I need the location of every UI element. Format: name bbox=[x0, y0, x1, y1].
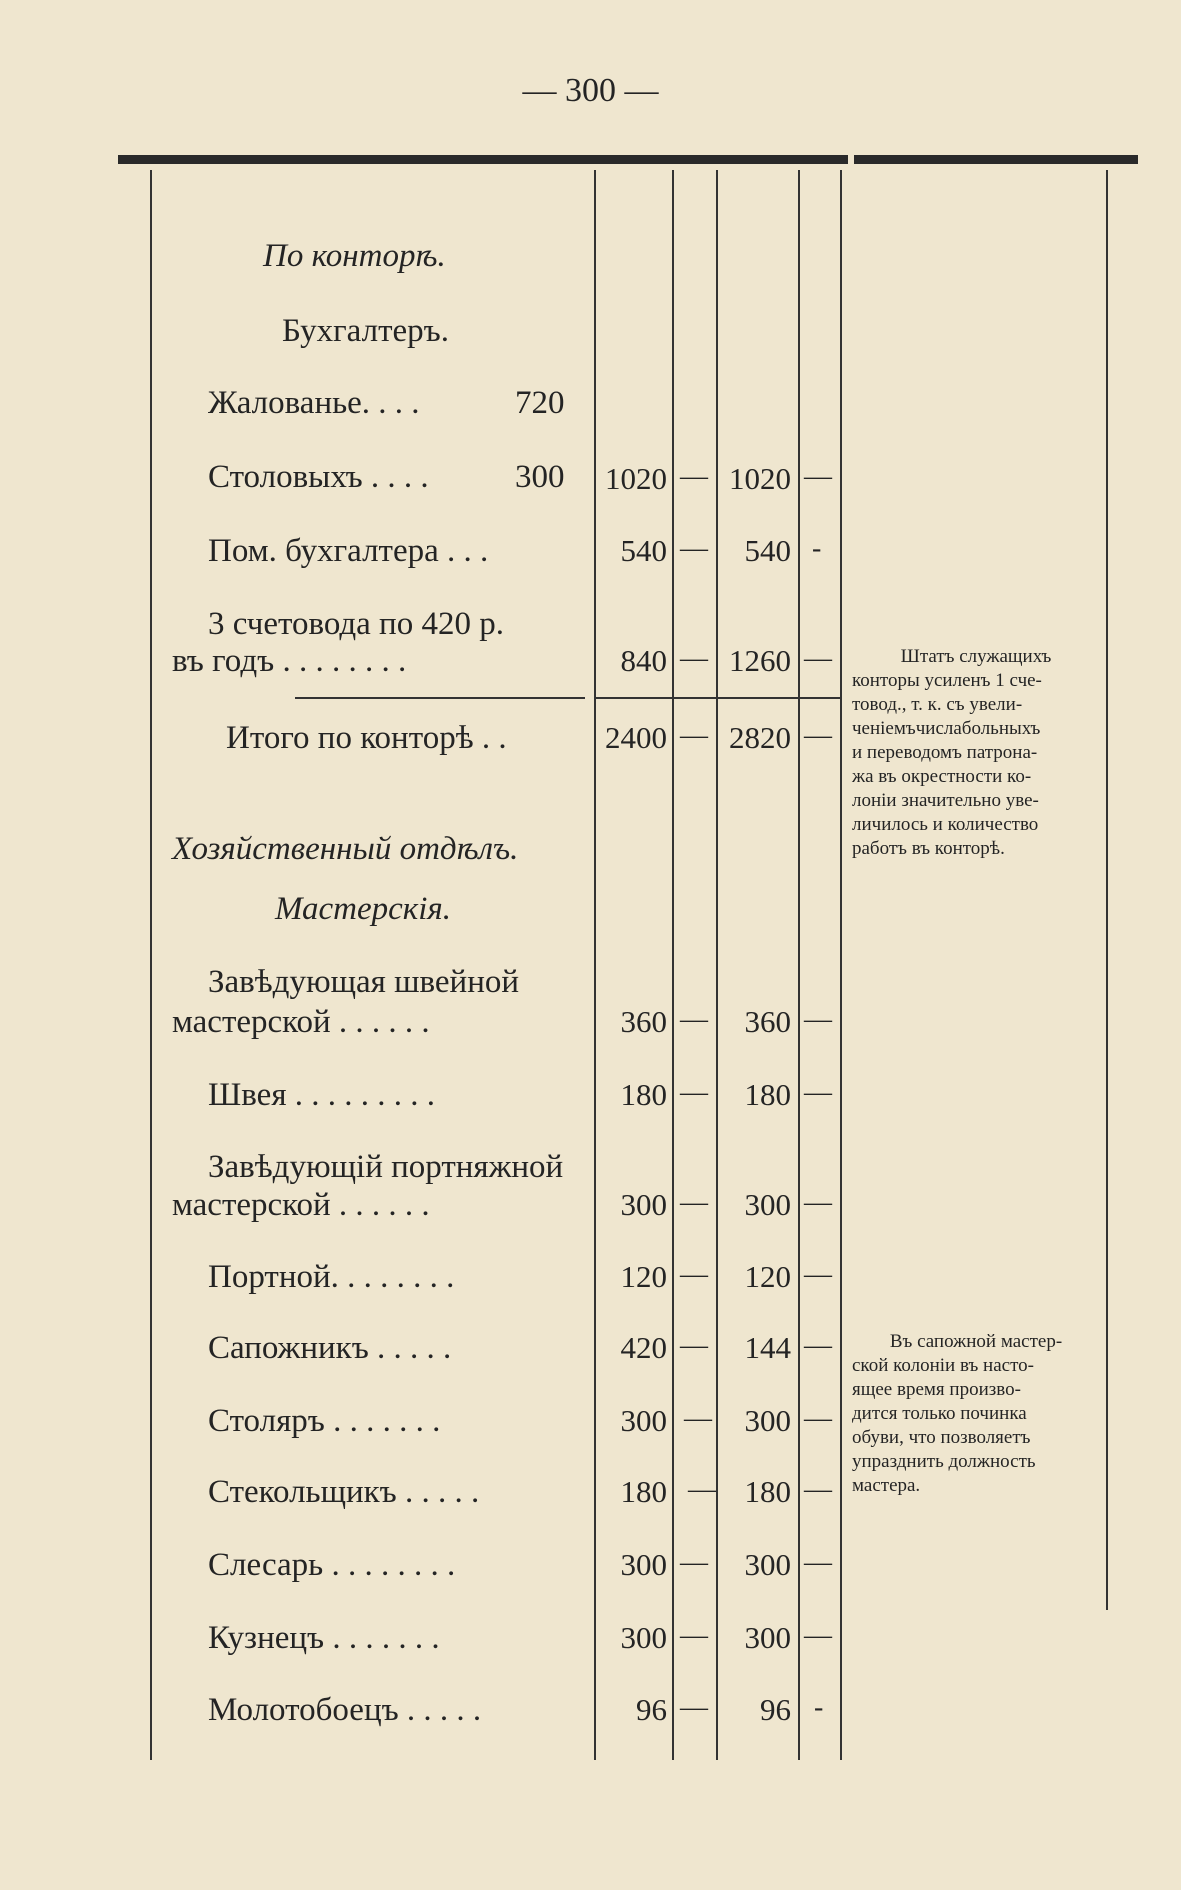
dash-col2: — bbox=[804, 720, 832, 751]
column-line bbox=[594, 170, 596, 1760]
note-line: работъ въ конторѣ. bbox=[852, 838, 1005, 859]
note-line: ящее время произво- bbox=[852, 1379, 1021, 1400]
dash-col1: — bbox=[680, 643, 708, 674]
row-label: Стекольщикъ . . . . . bbox=[208, 1474, 480, 1510]
dash-col2: — bbox=[804, 1077, 832, 1108]
value-col1: 300 bbox=[620, 1187, 667, 1222]
subsection-heading: Бухгалтеръ. bbox=[282, 313, 449, 349]
value-col2: 1260 bbox=[729, 643, 791, 678]
value-col1: 120 bbox=[620, 1259, 667, 1294]
value-col2: 2820 bbox=[729, 720, 791, 755]
dash-col2: — bbox=[804, 1547, 832, 1578]
dash-col1: — bbox=[680, 720, 708, 751]
row-label: 3 счетовода по 420 р. bbox=[208, 606, 504, 642]
value-col2: 300 bbox=[744, 1187, 791, 1222]
dash-col1: — bbox=[680, 1004, 708, 1035]
dash-col1: — bbox=[680, 1547, 708, 1578]
value-col2: 1020 bbox=[729, 461, 791, 496]
row-label: Жалованье. . . . bbox=[208, 385, 420, 421]
row-label: мастерской . . . . . . bbox=[172, 1004, 430, 1040]
dash-col1: — bbox=[680, 1187, 708, 1218]
row-label: Пом. бухгалтера . . . bbox=[208, 533, 489, 569]
row-label: Столяръ . . . . . . . bbox=[208, 1403, 441, 1439]
note-line: упразднить должность bbox=[852, 1451, 1036, 1472]
dash-col2: — bbox=[804, 1330, 832, 1361]
note-line: ченіемъчислабольныхъ bbox=[852, 718, 1041, 739]
note-line: жа въ окрестности ко- bbox=[852, 766, 1032, 787]
dash-col1: — bbox=[680, 533, 708, 564]
note-line: ской колоніи въ насто- bbox=[852, 1355, 1034, 1376]
column-line bbox=[672, 170, 674, 1760]
dash-col1: — bbox=[680, 461, 708, 492]
row-label: Сапожникъ . . . . . bbox=[208, 1330, 452, 1366]
value-col1: 300 bbox=[620, 1403, 667, 1438]
dash-col1: — bbox=[688, 1474, 716, 1505]
dash-col2: — bbox=[804, 461, 832, 492]
total-rule bbox=[295, 697, 585, 699]
value-col2: 540 bbox=[744, 533, 791, 568]
value-col1: 420 bbox=[620, 1330, 667, 1365]
value-col1: 300 bbox=[620, 1620, 667, 1655]
row-amount: 300 bbox=[515, 459, 565, 495]
dash-col2: - bbox=[812, 533, 822, 564]
value-col1: 180 bbox=[620, 1474, 667, 1509]
note-line: и переводомъ патрона- bbox=[852, 742, 1038, 763]
section-heading: По конторѣ. bbox=[263, 238, 446, 274]
header-rule-main bbox=[118, 155, 848, 164]
dash-col1: — bbox=[680, 1330, 708, 1361]
note-line: Штатъ служащихъ bbox=[900, 646, 1052, 667]
section-heading: Хозяйственный отдѣлъ. bbox=[172, 831, 519, 867]
dash-col2: — bbox=[804, 1187, 832, 1218]
total-rule bbox=[596, 697, 841, 699]
column-line bbox=[840, 170, 842, 1760]
dash-col2: — bbox=[804, 1259, 832, 1290]
note-line: личилось и количество bbox=[852, 814, 1039, 835]
row-label: Швея . . . . . . . . . bbox=[208, 1077, 436, 1113]
column-line bbox=[1106, 170, 1108, 1610]
dash-col1: — bbox=[684, 1403, 712, 1434]
note-office bbox=[852, 645, 1100, 861]
row-label: Столовыхъ . . . . bbox=[208, 459, 429, 495]
value-col1: 2400 bbox=[605, 720, 667, 755]
dash-col2: — bbox=[804, 1403, 832, 1434]
note-line: Въ сапожной мастер- bbox=[889, 1331, 1063, 1352]
row-label: Кузнецъ . . . . . . . bbox=[208, 1620, 440, 1656]
value-col1: 180 bbox=[620, 1077, 667, 1112]
value-col2: 360 bbox=[744, 1004, 791, 1039]
page-number: — 300 — bbox=[522, 72, 659, 109]
dash-col1: — bbox=[680, 1077, 708, 1108]
note-line: конторы усиленъ 1 сче- bbox=[852, 670, 1042, 691]
note-line: мастера. bbox=[852, 1475, 921, 1496]
header-rule-notes bbox=[854, 155, 1138, 164]
column-line bbox=[716, 170, 718, 1760]
note-line: обуви, что позволяетъ bbox=[852, 1427, 1031, 1448]
dash-col2: — bbox=[804, 1620, 832, 1651]
value-col2: 120 bbox=[744, 1259, 791, 1294]
value-col2: 96 bbox=[760, 1692, 791, 1727]
value-col1: 96 bbox=[636, 1692, 667, 1727]
note-line: лоніи значительно уве- bbox=[852, 790, 1039, 811]
value-col1: 1020 bbox=[605, 461, 667, 496]
row-label: Слесарь . . . . . . . . bbox=[208, 1547, 456, 1583]
row-amount: 720 bbox=[515, 385, 565, 421]
subsection-heading: Мастерскія. bbox=[275, 891, 451, 927]
value-col2: 300 bbox=[744, 1547, 791, 1582]
dash-col2: — bbox=[804, 643, 832, 674]
row-label: Завѣдующая швейной bbox=[208, 964, 520, 1000]
column-line bbox=[798, 170, 800, 1760]
row-label: Портной. . . . . . . . bbox=[208, 1259, 455, 1295]
row-label: Молотобоецъ . . . . . bbox=[208, 1692, 482, 1728]
value-col2: 300 bbox=[744, 1403, 791, 1438]
value-col1: 840 bbox=[620, 643, 667, 678]
value-col2: 180 bbox=[744, 1077, 791, 1112]
row-label: мастерской . . . . . . bbox=[172, 1187, 430, 1223]
dash-col1: — bbox=[680, 1620, 708, 1651]
value-col1: 300 bbox=[620, 1547, 667, 1582]
dash-col1: — bbox=[680, 1259, 708, 1290]
note-line: дится только починка bbox=[852, 1403, 1027, 1424]
dash-col2: — bbox=[804, 1004, 832, 1035]
note-shoe bbox=[852, 1330, 1100, 1498]
value-col1: 540 bbox=[620, 533, 667, 568]
row-label: въ годъ . . . . . . . . bbox=[172, 643, 407, 679]
column-line bbox=[150, 170, 152, 1760]
dash-col1: — bbox=[680, 1692, 708, 1723]
dash-col2: - bbox=[814, 1692, 824, 1723]
dash-col2: — bbox=[804, 1474, 832, 1505]
value-col2: 144 bbox=[744, 1330, 791, 1365]
value-col1: 360 bbox=[620, 1004, 667, 1039]
value-col2: 180 bbox=[744, 1474, 791, 1509]
value-col2: 300 bbox=[744, 1620, 791, 1655]
total-label: Итого по конторѣ . . bbox=[226, 720, 507, 756]
note-line: товод., т. к. съ увели- bbox=[852, 694, 1023, 715]
row-label: Завѣдующій портняжной bbox=[208, 1149, 564, 1185]
